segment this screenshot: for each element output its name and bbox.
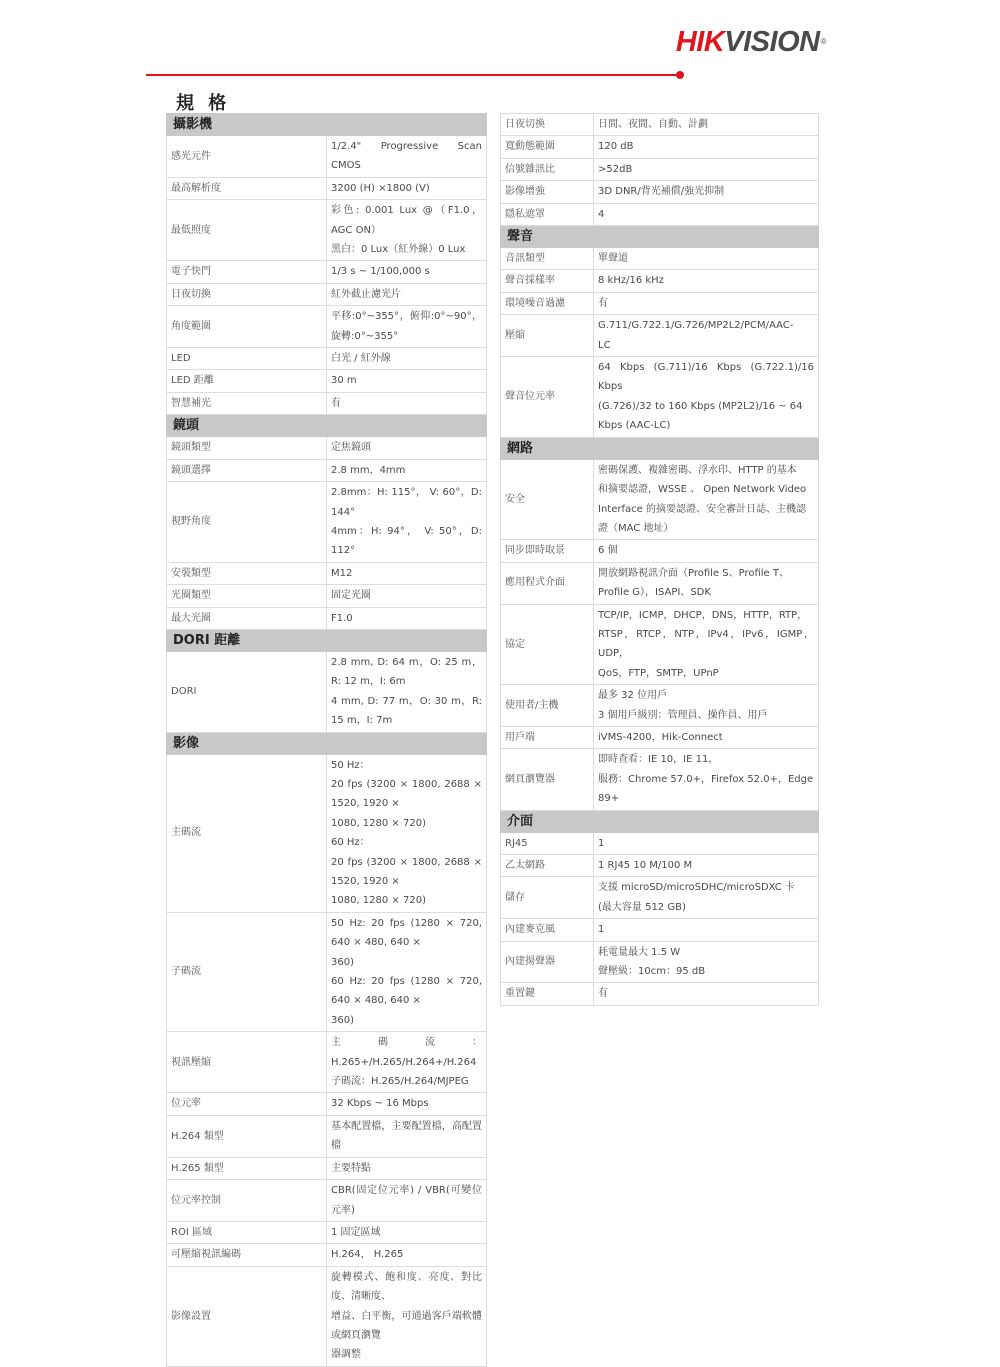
spec-value-line: 60 Hz: 20 fps (1280 × 720, 640 × 480, 640 × — [331, 976, 482, 1007]
spec-value-line: 3 個用戶級別：管理員、操作員、用戶 — [598, 709, 768, 721]
spec-value-line: 1 — [598, 924, 605, 936]
spec-label: 聲音採樣率 — [501, 270, 594, 292]
spec-row — [501, 459, 819, 540]
spec-label: 最高解析度 — [167, 177, 327, 199]
spec-label: 電子快門 — [167, 261, 327, 283]
spec-label: LED — [167, 348, 327, 370]
spec-value-line: LC — [598, 339, 611, 351]
page-title: 規 格 — [176, 93, 231, 114]
spec-value — [327, 1221, 487, 1243]
section-title: 鏡頭 — [167, 415, 487, 437]
spec-value-line: 1/3 s ~ 1/100,000 s — [331, 266, 430, 278]
section-title: 介面 — [501, 810, 819, 832]
spec-label: 子碼流 — [167, 912, 327, 1031]
spec-row — [501, 877, 819, 919]
spec-row — [167, 482, 487, 563]
spec-column-right — [500, 113, 819, 1006]
spec-label: 日夜切換 — [501, 114, 594, 136]
spec-value — [327, 392, 487, 414]
spec-value-line: 器調整 — [331, 1349, 361, 1361]
spec-label: 重置鍵 — [501, 983, 594, 1005]
spec-label: 可壓縮視訊編碼 — [167, 1244, 327, 1266]
spec-value-line: 4 mm, D: 77 m，O: 30 m，R: 15 m，I: 7m — [331, 695, 482, 727]
spec-value-line: H.264， H.265 — [331, 1249, 404, 1261]
spec-value — [327, 283, 487, 305]
spec-label: 影像設置 — [167, 1266, 327, 1366]
spec-row — [167, 283, 487, 305]
spec-value — [327, 177, 487, 199]
spec-row — [501, 203, 819, 225]
spec-label: 隱私遮罩 — [501, 203, 594, 225]
spec-value-line: (G.726)/32 to 160 Kbps (MP2L2)/16 ~ 64 — [598, 400, 803, 412]
spec-value-line: 主要特點 — [331, 1162, 371, 1174]
spec-value — [594, 114, 819, 136]
spec-row — [167, 912, 487, 1031]
spec-value-line: 2.8mm：H: 115°， V: 60°，D: 144° — [331, 487, 482, 518]
section-title: 攝影機 — [167, 114, 487, 136]
spec-value-line: 1 RJ45 10 M/100 M — [598, 860, 693, 871]
spec-value-line: Profile G），ISAPI、SDK — [598, 587, 711, 599]
section-header — [167, 732, 487, 754]
spec-row — [501, 749, 819, 810]
spec-table-left — [166, 113, 487, 1367]
spec-label: 位元率 — [167, 1093, 327, 1115]
spec-value-line: 50 Hz： — [331, 759, 370, 771]
spec-row — [501, 855, 819, 877]
hikvision-logo — [676, 26, 826, 58]
spec-row — [501, 270, 819, 292]
spec-label: ROI 區域 — [167, 1221, 327, 1243]
spec-value — [594, 749, 819, 810]
header-divider-line — [146, 74, 680, 76]
spec-row — [501, 941, 819, 983]
spec-label: 網頁瀏覽器 — [501, 749, 594, 810]
spec-value-line: 4 — [598, 208, 605, 220]
spec-value — [327, 562, 487, 584]
spec-column-left — [166, 113, 487, 1367]
spec-value-line: 聲壓級：10cm：95 dB — [598, 966, 706, 978]
spec-value — [327, 585, 487, 607]
spec-row — [167, 585, 487, 607]
spec-value-line: 開放網路視訊介面（Profile S、Profile T、 — [598, 567, 790, 579]
logo-text-gray: VISION — [724, 26, 820, 58]
spec-row — [501, 562, 819, 604]
spec-value-line: iVMS-4200，Hik-Connect — [598, 731, 723, 743]
spec-value — [327, 1157, 487, 1179]
spec-value-line: 120 dB — [598, 141, 634, 153]
spec-label: 音訊類型 — [501, 248, 594, 270]
spec-label: 乙太網路 — [501, 855, 594, 877]
spec-row — [501, 357, 819, 438]
spec-row — [501, 248, 819, 270]
spec-value — [594, 941, 819, 983]
spec-value-line: 360) — [331, 1014, 354, 1026]
spec-value-line: 20 fps (3200 × 1800, 2688 × 1520, 1920 × — [331, 856, 482, 887]
logo-registered-mark: ® — [820, 37, 826, 46]
spec-row — [167, 459, 487, 481]
spec-value — [327, 136, 487, 178]
header-divider-dot — [676, 71, 684, 79]
spec-row — [501, 315, 819, 357]
spec-row — [167, 1221, 487, 1243]
spec-label: 最低照度 — [167, 200, 327, 261]
spec-row — [167, 1032, 487, 1093]
spec-row — [167, 562, 487, 584]
spec-value-line: 4mm：H: 94°， V: 50°，D: 112° — [331, 525, 482, 557]
spec-value-line: G.711/G.722.1/G.726/MP2L2/PCM/AAC- — [598, 320, 794, 332]
spec-value — [594, 540, 819, 562]
spec-row — [167, 1115, 487, 1157]
spec-label: RJ45 — [501, 832, 594, 854]
spec-label: 儲存 — [501, 877, 594, 919]
section-header — [501, 810, 819, 832]
spec-label: 同步即時取景 — [501, 540, 594, 562]
spec-value-line: 旋轉模式、飽和度、亮度、對比度、清晰度、 — [331, 1271, 482, 1303]
spec-value-line: 有 — [598, 297, 608, 309]
spec-label: 感光元件 — [167, 136, 327, 178]
spec-row — [167, 1093, 487, 1115]
spec-value-line: 1080, 1280 × 720) — [331, 895, 426, 907]
spec-label: 內建揚聲器 — [501, 941, 594, 983]
section-header — [167, 415, 487, 437]
spec-label: 光圈類型 — [167, 585, 327, 607]
spec-label: 視野角度 — [167, 482, 327, 563]
spec-value-line: 有 — [598, 988, 608, 1000]
section-header — [501, 226, 819, 248]
spec-label: 鏡頭類型 — [167, 437, 327, 459]
spec-label: 寬動態範圍 — [501, 136, 594, 158]
spec-row — [167, 392, 487, 414]
spec-label: 壓縮 — [501, 315, 594, 357]
spec-value — [594, 983, 819, 1005]
section-title: DORI 距離 — [167, 629, 487, 651]
spec-value — [594, 832, 819, 854]
spec-value — [594, 604, 819, 685]
spec-value — [594, 181, 819, 203]
spec-value — [327, 607, 487, 629]
spec-value-line: 黑白：0 Lux（紅外線）0 Lux — [331, 244, 466, 256]
spec-value — [594, 315, 819, 357]
spec-value-line: 彩色: 0.001 Lux @（F1.0，AGC ON） — [331, 205, 482, 236]
spec-value-line: 有 — [331, 397, 341, 409]
spec-value — [327, 437, 487, 459]
spec-value — [327, 651, 487, 732]
spec-value-line: Interface 的摘要認證、安全審計日誌、主機認 — [598, 503, 806, 515]
section-header — [167, 629, 487, 651]
spec-value-line: TCP/IP，ICMP，DHCP，DNS，HTTP，RTP， — [598, 609, 808, 621]
spec-value-line: 日間、夜間、自動、計劃 — [598, 119, 708, 130]
spec-value — [327, 261, 487, 283]
spec-label: 視訊壓縮 — [167, 1032, 327, 1093]
spec-label: 協定 — [501, 604, 594, 685]
spec-value-line: 即時查看：IE 10，IE 11， — [598, 754, 719, 766]
spec-label: 主碼流 — [167, 754, 327, 912]
section-title: 聲音 — [501, 226, 819, 248]
spec-value-line: Kbps (AAC-LC) — [598, 420, 671, 432]
section-header — [167, 114, 487, 136]
spec-label: H.265 類型 — [167, 1157, 327, 1179]
spec-value-line: 30 m — [331, 375, 357, 387]
spec-value — [594, 357, 819, 438]
spec-row — [501, 832, 819, 854]
spec-value-line: F1.0 — [331, 612, 353, 624]
spec-value-line: 固定光圈 — [331, 590, 371, 602]
spec-label: 日夜切換 — [167, 283, 327, 305]
spec-value-line: 紅外截止濾光片 — [331, 288, 401, 300]
spec-value — [327, 348, 487, 370]
spec-row — [167, 1180, 487, 1222]
spec-row — [501, 114, 819, 136]
spec-row — [501, 919, 819, 941]
spec-label: 內建麥克風 — [501, 919, 594, 941]
spec-value-line: 定焦鏡頭 — [331, 442, 371, 454]
spec-value — [327, 1032, 487, 1093]
spec-row — [167, 1157, 487, 1179]
spec-value-line: 3200 (H) ×1800 (V) — [331, 182, 430, 194]
spec-value-line: 20 fps (3200 × 1800, 2688 × 1520, 1920 × — [331, 778, 482, 810]
spec-value-line: 1 固定區域 — [331, 1226, 381, 1238]
spec-row — [167, 136, 487, 178]
spec-label: 智慧補光 — [167, 392, 327, 414]
spec-value-line: 32 Kbps ~ 16 Mbps — [331, 1098, 429, 1110]
spec-value-line: 6 個 — [598, 545, 618, 557]
spec-row — [501, 604, 819, 685]
spec-value — [594, 248, 819, 270]
spec-value — [327, 1180, 487, 1222]
spec-value-line: 8 kHz/16 kHz — [598, 275, 664, 287]
spec-value-line: 360) — [331, 956, 354, 968]
spec-value-line: 支援 microSD/microSDHC/microSDXC 卡 — [598, 882, 795, 894]
spec-value-line: 89+ — [598, 793, 620, 805]
spec-label: 影像增強 — [501, 181, 594, 203]
spec-label: 位元率控制 — [167, 1180, 327, 1222]
spec-row — [167, 261, 487, 283]
spec-value-line: 1/2.4" Progressive Scan CMOS — [331, 141, 482, 172]
spec-row — [167, 200, 487, 261]
spec-value-line: RTSP，RTCP，NTP，IPv4，IPv6，IGMP，UDP， — [598, 628, 814, 660]
spec-value-line: 3D DNR/背光補償/強光抑制 — [598, 186, 725, 198]
spec-row — [167, 177, 487, 199]
spec-row — [167, 1244, 487, 1266]
spec-value — [594, 726, 819, 748]
spec-value-line: 白光 / 紅外線 — [331, 353, 391, 365]
spec-label: 環境噪音過濾 — [501, 292, 594, 314]
spec-value — [327, 1093, 487, 1115]
spec-label: 信號雜訊比 — [501, 158, 594, 180]
spec-label: H.264 類型 — [167, 1115, 327, 1157]
spec-value-line: 2.8 mm，4mm — [331, 464, 406, 476]
spec-row — [167, 306, 487, 348]
spec-value-line: 和摘要認證，WSSE 、 Open Network Video — [598, 484, 807, 496]
spec-row — [167, 651, 487, 732]
spec-value — [327, 482, 487, 563]
spec-value-line: 64 Kbps (G.711)/16 Kbps (G.722.1)/16 Kbps — [598, 362, 814, 393]
spec-value — [594, 459, 819, 540]
spec-value — [327, 1266, 487, 1366]
spec-value — [327, 370, 487, 392]
spec-value-line: 50 Hz: 20 fps (1280 × 720, 640 × 480, 640 × — [331, 917, 482, 949]
spec-value — [327, 200, 487, 261]
spec-label: 安裝類型 — [167, 562, 327, 584]
spec-value — [327, 1115, 487, 1157]
spec-row — [501, 983, 819, 1005]
spec-label: 安全 — [501, 459, 594, 540]
spec-value-line: 耗電量最大 1.5 W — [598, 946, 681, 958]
spec-value-line: 單聲道 — [598, 253, 628, 265]
spec-row — [167, 607, 487, 629]
spec-row — [167, 754, 487, 912]
spec-label: DORI — [167, 651, 327, 732]
spec-value-line: 最多 32 位用戶 — [598, 690, 668, 702]
spec-row — [167, 1266, 487, 1366]
spec-value-line: 基本配置檔，主要配置檔，高配置檔 — [331, 1120, 482, 1152]
spec-value-line: CBR(固定位元率) / VBR(可變位元率) — [331, 1185, 482, 1216]
spec-value-line: 密碼保護、複雜密碼、浮水印、HTTP 的基本 — [598, 464, 797, 476]
logo-text-red: HIK — [675, 26, 725, 58]
spec-value-line: 增益、白平衡，可通過客戶端軟體或網頁瀏覽 — [331, 1310, 482, 1341]
spec-table-right — [500, 113, 819, 1006]
spec-label: 最大光圈 — [167, 607, 327, 629]
spec-value-line: 60 Hz： — [331, 837, 370, 849]
spec-value — [594, 292, 819, 314]
spec-value — [594, 919, 819, 941]
spec-value — [327, 459, 487, 481]
spec-row — [167, 370, 487, 392]
spec-value — [594, 158, 819, 180]
spec-row — [167, 348, 487, 370]
spec-value-line: 服務：Chrome 57.0+，Firefox 52.0+，Edge — [598, 773, 814, 785]
section-header — [501, 437, 819, 459]
spec-value-line: 1080, 1280 × 720) — [331, 817, 426, 829]
spec-value — [327, 1244, 487, 1266]
spec-value-line: 子碼流：H.265/H.264/MJPEG — [331, 1076, 469, 1088]
spec-value — [594, 877, 819, 919]
spec-value — [327, 754, 487, 912]
spec-value-line: 證（MAC 地址） — [598, 522, 674, 534]
spec-value-line: M12 — [331, 567, 353, 579]
spec-label: 應用程式介面 — [501, 562, 594, 604]
spec-label: 聲音位元率 — [501, 357, 594, 438]
spec-value — [327, 912, 487, 1031]
spec-row — [501, 726, 819, 748]
spec-row — [501, 181, 819, 203]
spec-label: 角度範圍 — [167, 306, 327, 348]
spec-value — [327, 306, 487, 348]
spec-row — [501, 136, 819, 158]
spec-row — [501, 540, 819, 562]
spec-value-line: 1 — [598, 837, 605, 849]
spec-row — [501, 685, 819, 727]
spec-value — [594, 562, 819, 604]
spec-value — [594, 685, 819, 727]
spec-label: 用戶端 — [501, 726, 594, 748]
spec-value — [594, 855, 819, 877]
spec-value-line: 主碼流：H.265+/H.265/H.264+/H.264 — [331, 1037, 482, 1068]
spec-label: 鏡頭選擇 — [167, 459, 327, 481]
spec-value-line: 2.8 mm, D: 64 m，O: 25 m，R: 12 m，I: 6m — [331, 656, 482, 688]
spec-value-line: QoS，FTP，SMTP，UPnP — [598, 667, 719, 679]
spec-row — [501, 292, 819, 314]
spec-label: 使用者/主機 — [501, 685, 594, 727]
spec-value — [594, 270, 819, 292]
spec-row — [501, 158, 819, 180]
spec-label: LED 距離 — [167, 370, 327, 392]
spec-value — [594, 203, 819, 225]
spec-value-line: (最大容量 512 GB) — [598, 901, 686, 913]
section-title: 影像 — [167, 732, 487, 754]
spec-value-line: 平移:0°~355°，俯仰:0°~90°，旋轉:0°~355° — [331, 311, 482, 342]
spec-row — [167, 437, 487, 459]
section-title: 網路 — [501, 437, 819, 459]
spec-value-line: >52dB — [598, 163, 633, 175]
spec-value — [594, 136, 819, 158]
